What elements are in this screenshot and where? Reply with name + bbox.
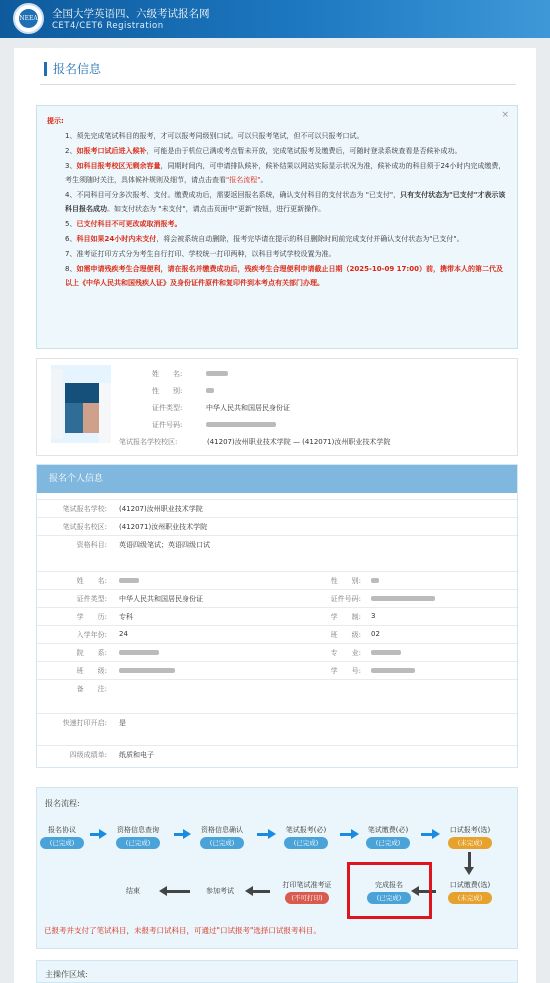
flow-note: 已报考并支付了笔试科目，未报考口试科目，可通过"口试报考"选择口试报考科目。 — [44, 926, 321, 935]
step-end: 结束 — [126, 887, 140, 895]
page-title: 报名信息 — [44, 62, 101, 76]
ops-title: 主操作区域: — [45, 970, 88, 979]
arrow-right — [421, 833, 433, 836]
avatar — [51, 365, 111, 443]
notice-item-5: 5、已支付科目不可更改或取消报考。 — [65, 220, 182, 228]
step-oral-register[interactable]: 口试报考(选) (未完成) — [449, 826, 491, 847]
site-title: 全国大学英语四、六级考试报名网 — [52, 8, 210, 20]
info-row-school: 笔试报名学校: (41207)汝州职业技术学院 — [37, 499, 517, 517]
arrow-right — [257, 833, 269, 836]
neea-logo — [13, 3, 44, 34]
title-divider — [40, 84, 516, 85]
arrow-right — [90, 833, 100, 836]
notice-label: 提示: — [47, 117, 64, 125]
profile-id-number: 证件号码: — [152, 420, 182, 430]
profile-gender: 性 别: — [152, 386, 182, 396]
arrow-right — [174, 833, 184, 836]
info-row-subjects: 资格科目: 英语四级笔试；英语四级口试 — [37, 535, 517, 553]
notice-item-2: 2、如报考口试后进入候补，可能是由于机位已满或考点暂未开放，完成笔试报考及缴费后，可随时登录系统查看是否候补成功。 — [65, 147, 462, 155]
step-written-payment[interactable]: 笔试缴费(必) (已完成) — [367, 826, 409, 847]
step-written-register[interactable]: 笔试报考(必) (已完成) — [285, 826, 327, 847]
notice-box — [36, 105, 518, 349]
arrow-left — [252, 890, 270, 893]
step-complete-registration[interactable]: 完成报名 (已完成) — [364, 880, 414, 904]
flow-link[interactable]: "报名流程" — [226, 176, 261, 184]
notice-item-3: 3、如科目报考校区无剩余容量，同期时间内，可申请排队候补，候补结果以网站实际显示状况为准，候补成功的科目须于24小时内完成缴费，考生须随时关注，具体候补规则及细节，请点击查看"报名流程"。 — [65, 162, 506, 184]
step-qualification-confirm[interactable]: 资格信息确认 (已完成) — [201, 826, 243, 847]
logo-text: NEEA — [19, 9, 38, 28]
quick-print-row: 快速打印开启: 是 — [37, 713, 517, 731]
site-header — [0, 0, 550, 38]
grid-row-education: 学 历: 专科 学 制: 3 — [37, 607, 517, 625]
notice-item-6: 6、科目如果24小时内未支付，将会被系统自动删除，报考完毕请在提示的科目删除时间前完成支付并确认支付状态为"已支付"。 — [65, 235, 464, 243]
notice-item-8: 8、如需申请残疾考生合理便利，请在报名并缴费成功后，残疾考生合理便利申请截止日期（2025-10-09 17:00）前，携带本人的第二代及以上《中华人民共和国残疾人证》及身份证件原件和复印件到本考点有关部门办理。 — [65, 265, 503, 287]
grid-row-remark: 备 注: — [37, 679, 517, 697]
grid-row-year: 入学年份: 24 班 级: 02 — [37, 625, 517, 643]
grid-row-dept: 院 系: 专 业: — [37, 643, 517, 661]
main-operation-area — [36, 960, 518, 983]
arrow-right — [340, 833, 352, 836]
notice-item-7: 7、准考证打印方式分为考生自行打印、学校统一打印两种，以科目考试学校设置为准。 — [65, 250, 336, 258]
arrow-down — [468, 852, 471, 868]
profile-name: 姓 名: — [152, 369, 182, 379]
close-icon[interactable]: × — [501, 110, 509, 120]
grid-row-name: 姓 名: 性 别: — [37, 571, 517, 589]
grid-row-class: 班 级: 学 号: — [37, 661, 517, 679]
step-agreement[interactable]: 报名协议 (已完成) — [38, 825, 86, 849]
step-take-exam: 参加考试 — [206, 887, 234, 895]
grid-row-id: 证件类型: 中华人民共和国居民身份证 证件号码: — [37, 589, 517, 607]
step-oral-payment[interactable]: 口试缴费(选) (未完成) — [449, 881, 491, 902]
profile-id-type: 证件类型: 中华人民共和国居民身份证 — [152, 404, 290, 412]
step-qualification-query[interactable]: 资格信息查询 (已完成) — [117, 826, 159, 847]
personal-info-section — [36, 464, 518, 768]
score-report-row: 四级成绩单: 纸质和电子 — [37, 745, 517, 763]
info-row-campus: 笔试报名校区: (412071)汝州职业技术学院 — [37, 517, 517, 535]
highlight-box — [347, 862, 432, 919]
site-subtitle: CET4/CET6 Registration — [52, 21, 164, 31]
flow-title: 报名流程: — [45, 799, 80, 808]
arrow-left — [166, 890, 190, 893]
step-print-ticket[interactable]: 打印笔试准考证 (不可打印) — [282, 881, 332, 902]
notice-item-1: 1、须先完成笔试科目的报考，才可以报考同级别口试。可以只报考笔试，但不可以只报考口试。 — [65, 132, 364, 140]
notice-item-4: 4、不同科目可分多次报考、支付。缴费成功后，需要返回报名系统，确认支付科目的支付状态为 "已支付"，只有支付状态为"已支付"才表示该科目报名成功。如支付状态为 "未支付"，请点击页面中"更新"按钮，进行更新操作。 — [65, 191, 506, 213]
section-title: 报名个人信息 — [37, 465, 517, 493]
profile-card — [36, 358, 518, 456]
profile-campus: 笔试报名学校校区: (41207)汝州职业技术学院 — (412071)汝州职业技术学院 — [119, 438, 391, 446]
